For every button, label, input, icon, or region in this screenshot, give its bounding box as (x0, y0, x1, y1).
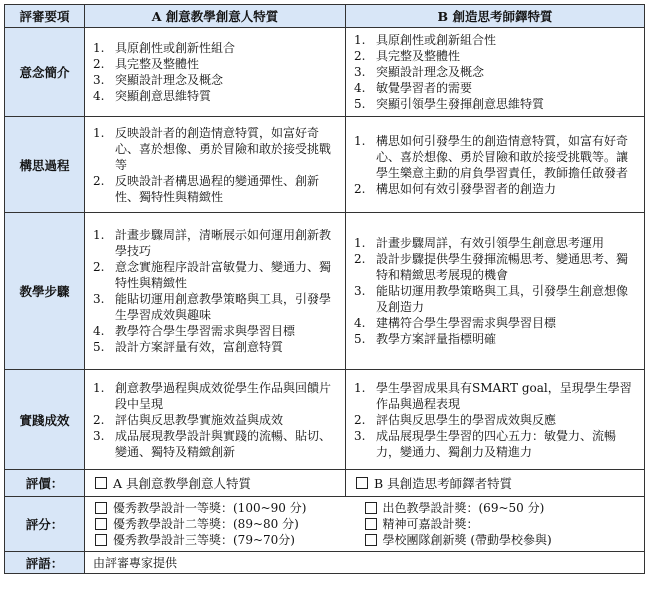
rubric-table (4, 4, 645, 574)
list-item: 1. 創意教學過程與成效從學生作品與回饋片段中呈現 (93, 380, 332, 411)
criteria-list (85, 223, 345, 359)
list-item: 5. 設計方案評量有效，富創意特質 (93, 340, 284, 354)
criteria-list (85, 376, 345, 464)
score-option: 出色教學設計獎：(69~50 分) (365, 500, 635, 516)
evaluation-a-checkbox[interactable] (95, 477, 107, 489)
row-b-cell (346, 28, 645, 117)
criteria-list (85, 121, 345, 209)
row-label: 教學步驟 (5, 213, 85, 370)
list-item: 5. 教學方案評量指標明確 (354, 332, 497, 346)
criteria-list (346, 28, 644, 116)
list-item: 2. 具完整及整體性 (354, 49, 461, 63)
score-option: 優秀教學設計二等獎：(89~80 分) (95, 516, 365, 532)
row-evaluation (5, 470, 645, 497)
row-comments (5, 552, 645, 574)
row-a-cell (85, 28, 346, 117)
evaluation-b-text: B 具創造思考師鐸者特質 (374, 476, 513, 491)
list-item: 3. 突顯設計理念及概念 (354, 65, 485, 79)
criteria-list (346, 376, 644, 464)
scoring-grid (85, 497, 644, 551)
comments-label: 評語： (5, 552, 85, 574)
score-checkbox[interactable] (365, 534, 377, 546)
list-item: 1. 具原創性或創新性組合 (93, 41, 236, 55)
criteria-list (346, 129, 644, 201)
score-checkbox[interactable] (365, 502, 377, 514)
list-item: 3. 能貼切運用創意教學策略與工具，引發學生學習成效與趣味 (93, 292, 332, 322)
score-option: 優秀教學設計三等獎：(79~70分) (95, 532, 365, 548)
list-item: 1. 學生學習成果具有SMART goal，呈現學生學習作品與過程表現 (354, 380, 632, 411)
comments-text: 由評審專家提供 (85, 552, 645, 574)
row-b-cell (346, 213, 645, 370)
list-item: 3. 能貼切運用教學策略與工具，引發學生創意想像及創造力 (354, 284, 629, 314)
list-item: 3. 成品展現教學設計與實踐的流暢、貼切、變通、獨特及精緻創新 (93, 428, 332, 459)
list-item: 2. 評估與反思學生的學習成效與反應 (354, 412, 557, 427)
list-item: 4. 建構符合學生學習需求與學習目標 (354, 316, 557, 330)
row-process (5, 117, 645, 213)
list-item: 4. 突顯創意思維特質 (93, 89, 212, 103)
score-option: 精神可嘉設計獎： (365, 516, 635, 532)
row-b-cell (346, 117, 645, 213)
row-label: 實踐成效 (5, 370, 85, 470)
list-item: 1. 計畫步驟周詳，清晰展示如何運用創新教學技巧 (93, 228, 332, 258)
score-option: 學校團隊創新獎 (帶動學校參與) (365, 532, 635, 548)
list-item: 1. 具原創性或創新組合性 (354, 33, 497, 47)
list-item: 1. 構思如何引發學生的創造情意特質，如富有好奇心、喜於想像、勇於冒險和敢於接受挑戰等。讓學生樂意主動的肩負學習責任，教師擔任啟發者 (354, 133, 629, 180)
evaluation-label: 評價： (5, 470, 85, 497)
row-a-cell (85, 213, 346, 370)
header-a: A 創意教學創意人特質 (85, 5, 346, 28)
list-item: 2. 設計步驟提供學生發揮流暢思考、變通思考、獨特和精緻思考展現的機會 (354, 252, 629, 282)
score-checkbox[interactable] (95, 534, 107, 546)
rubric-container (4, 4, 644, 574)
evaluation-b-checkbox[interactable] (356, 477, 368, 489)
criteria-list (85, 36, 345, 108)
list-item: 2. 評估與反思教學實施效益與成效 (93, 412, 284, 427)
score-option: 優秀教學設計一等獎：(100~90 分) (95, 500, 365, 516)
row-outcomes (5, 370, 645, 470)
scoring-label: 評分： (5, 497, 85, 552)
header-b: B 創造思考師鐸特質 (346, 5, 645, 28)
row-label: 意念簡介 (5, 28, 85, 117)
list-item: 1. 反映設計者的創造情意特質，如富好奇心、喜於想像、勇於冒險和敢於接受挑戰等 (93, 125, 332, 172)
row-a-cell (85, 370, 346, 470)
evaluation-b-cell (346, 470, 645, 497)
row-steps (5, 213, 645, 370)
list-item: 4. 教學符合學生學習需求與學習目標 (93, 324, 296, 338)
list-item: 3. 突顯設計理念及概念 (93, 73, 224, 87)
row-label: 構思過程 (5, 117, 85, 213)
header-criteria: 評審要項 (5, 5, 85, 28)
list-item: 5. 突顯引領學生發揮創意思維特質 (354, 97, 545, 111)
criteria-list (346, 231, 644, 351)
list-item: 1. 計畫步驟周詳，有效引領學生創意思考運用 (354, 236, 605, 250)
list-item: 3. 成品展現學生學習的四心五力：敏覺力、流暢力，變通力、獨創力及精進力 (354, 428, 617, 459)
header-row (5, 5, 645, 28)
row-concept (5, 28, 645, 117)
row-b-cell (346, 370, 645, 470)
evaluation-a-text: A 具創意教學創意人特質 (113, 476, 252, 491)
score-checkbox[interactable] (95, 502, 107, 514)
list-item: 2. 具完整及整體性 (93, 57, 200, 71)
scoring-cell (85, 497, 645, 552)
row-scoring (5, 497, 645, 552)
list-item: 2. 意念實施程序設計富敏覺力、變通力、獨特性與精緻性 (93, 260, 332, 290)
score-checkbox[interactable] (365, 518, 377, 530)
evaluation-a-cell (85, 470, 346, 497)
score-checkbox[interactable] (95, 518, 107, 530)
list-item: 2. 構思如何有效引發學習者的創造力 (354, 181, 557, 196)
list-item: 4. 敏覺學習者的需要 (354, 81, 473, 95)
row-a-cell (85, 117, 346, 213)
list-item: 2. 反映設計者構思過程的變通彈性、創新性、獨特性與精緻性 (93, 173, 320, 204)
